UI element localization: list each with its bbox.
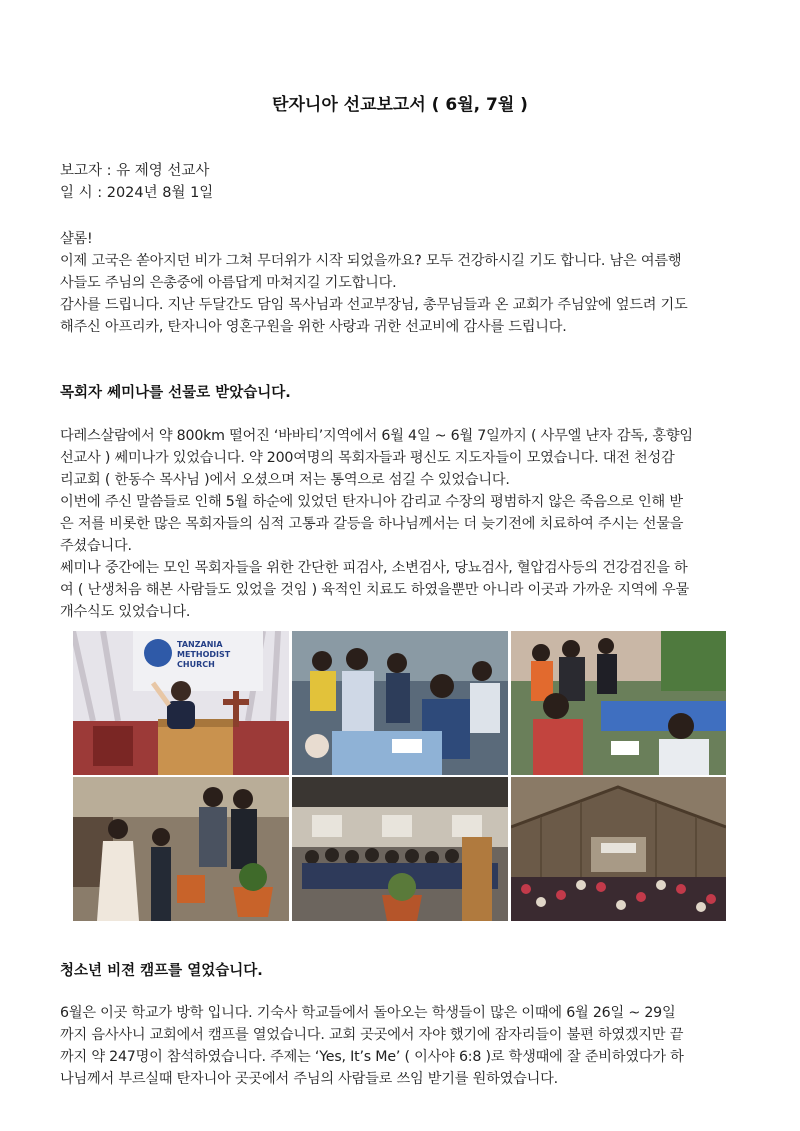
reporter-line: 보고자 : 유 제영 선교사: [60, 163, 210, 179]
photo-audience: [292, 777, 508, 921]
text-line: 주셨습니다.: [60, 538, 132, 554]
text-line: 쎄미나 중간에는 모인 목회자들을 위한 간단한 피검사, 소변검사, 당뇨검사, 혈압검사등의 건강검진을 하: [60, 560, 688, 576]
page-title: 탄자니아 선교보고서 ( 6월, 7월 ): [272, 95, 528, 115]
section-heading-seminar: 목회자 쎄미나를 선물로 받았습니다.: [60, 385, 291, 401]
text-line: 해주신 아프리카, 탄자니아 영혼구원을 위한 사랑과 귀한 선교비에 감사를 드립니다.: [60, 319, 567, 335]
text-line: 까지 음사사니 교회에서 캠프를 열었습니다. 교회 곳곳에서 자야 했기에 잠자리들이 불편 하였겠지만 끝: [60, 1027, 684, 1043]
photo-presentation: [73, 777, 289, 921]
text-line: 샬롬!: [60, 231, 93, 247]
text-line: 다레스살람에서 약 800km 떨어진 ‘바바티’지역에서 6월 4일 ~ 6월 7일까지 ( 사무엘 냔자 감독, 홍향임: [60, 428, 693, 444]
photo-collage: [73, 631, 726, 921]
text-line: 은 저를 비롯한 많은 목회자들의 심적 고통과 갈등을 하나님께서는 더 늦기전에 치료하여 주시는 선물을: [60, 516, 684, 532]
report-meta: [60, 160, 213, 204]
banner-text: TANZANIA: [177, 640, 223, 649]
banner-text: METHODIST: [177, 650, 231, 659]
text-line: 리교회 ( 한동수 목사님 )에서 오셨으며 저는 통역으로 섬길 수 있었습니다.: [60, 472, 510, 488]
text-line: 감사를 드립니다. 지난 두달간도 담임 목사님과 선교부장님, 총무님들과 온 교회가 주님앞에 엎드려 기도: [60, 297, 688, 313]
photo-blood-pressure: [511, 631, 726, 775]
text-line: 나님께서 부르실때 탄자니아 곳곳에서 주님의 사람들로 쓰임 받기를 원하였습니다.: [60, 1071, 558, 1087]
text-line: 6월은 이곳 학교가 방학 입니다. 기숙사 학교들에서 돌아오는 학생들이 많은 이때에 6월 26일 ~ 29일: [60, 1005, 676, 1021]
text-line: 여 ( 난생처음 해본 사람들도 있었을 것임 ) 육적인 치료도 하였을뿐만 아니라 이곳과 가까운 지역에 우물: [60, 582, 690, 598]
photo-church-gathering: [511, 777, 726, 921]
text-line: 사들도 주님의 은총중에 아름답게 마쳐지길 기도합니다.: [60, 275, 397, 291]
youth-camp-paragraph: [60, 1002, 750, 1090]
text-line: 이제 고국은 쏟아지던 비가 그쳐 무더위가 시작 되었을까요? 모두 건강하시길 기도 합니다. 남은 여름행: [60, 253, 682, 269]
section-heading-youth-camp: 청소년 비젼 캠프를 열었습니다.: [60, 963, 263, 979]
photo-health-check: [292, 631, 508, 775]
text-line: 개수식도 있었습니다.: [60, 604, 191, 620]
photo-speaker-podium: [73, 631, 289, 775]
banner-text: CHURCH: [177, 660, 215, 669]
greeting-paragraph: [60, 228, 750, 338]
seminar-paragraph: [60, 425, 750, 623]
text-line: 까지 약 247명이 참석하였습니다. 주제는 ‘Yes, It’s Me’ ( 이사야 6:8 )로 학생때에 잘 준비하였다가 하: [60, 1049, 684, 1065]
date-line: 일 시 : 2024년 8월 1일: [60, 185, 214, 201]
text-line: 선교사 ) 쎄미나가 있었습니다. 약 200여명의 목회자들과 평신도 지도자들이 모였습니다. 대전 천성감: [60, 450, 675, 466]
text-line: 이번에 주신 말씀들로 인해 5월 하순에 있었던 탄자니아 감리교 수장의 평범하지 않은 죽음으로 인해 받: [60, 494, 683, 510]
